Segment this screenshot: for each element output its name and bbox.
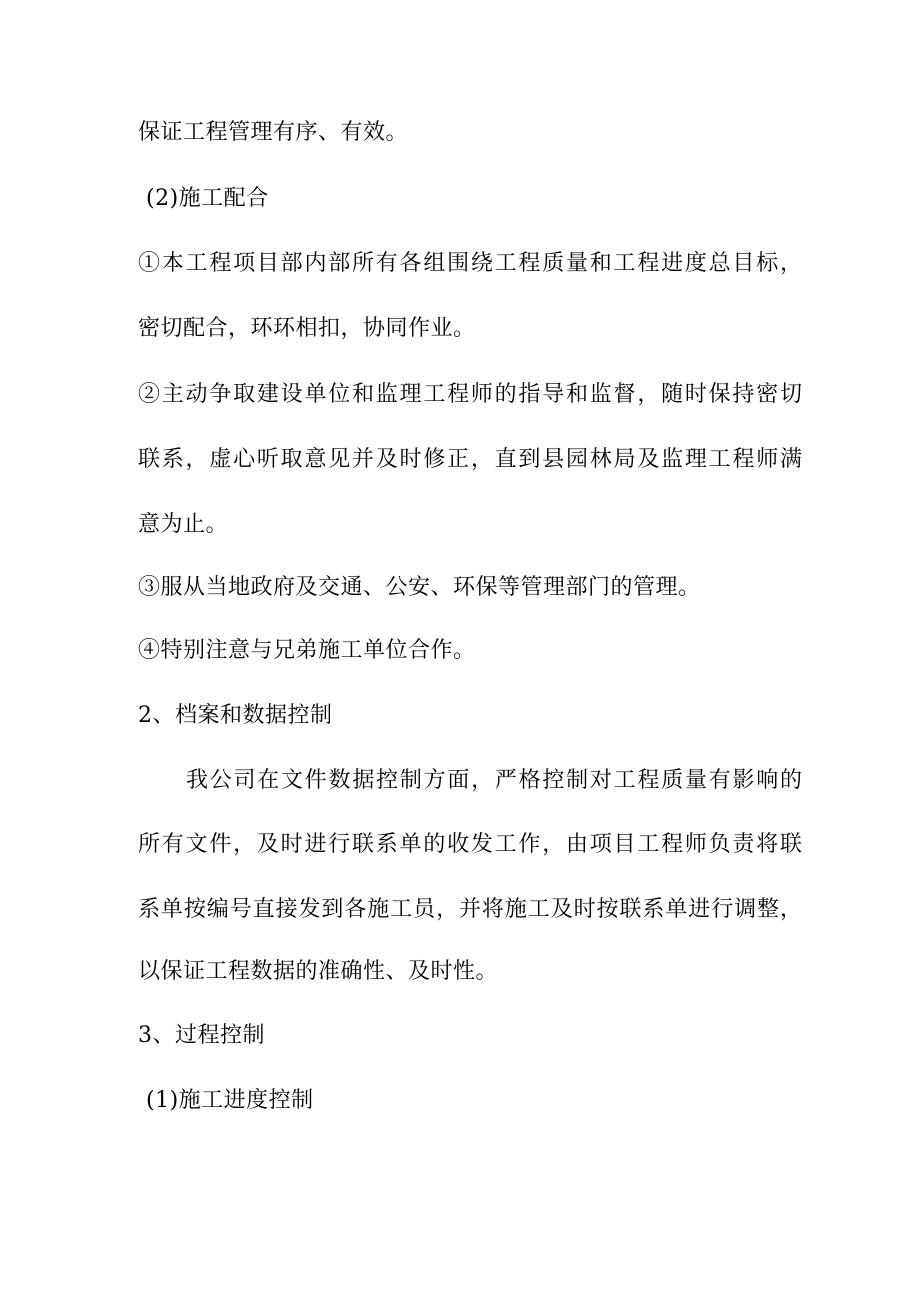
subheading-construction-progress-control: (1)施工进度控制	[146, 1088, 314, 1113]
text-line: 所有文件，及时进行联系单的收发工作，由项目工程师负责将联	[138, 832, 802, 857]
text-line: 联系，虚心听取意见并及时修正，直到县园林局及监理工程师满	[138, 447, 802, 472]
text-line: 我公司在文件数据控制方面，严格控制对工程质量有影响的	[186, 768, 802, 793]
text-line: 保证工程管理有序、有效。	[138, 120, 409, 145]
text-line: ①本工程项目部内部所有各组围绕工程质量和工程进度总目标，	[138, 251, 802, 276]
text-line: 以保证工程数据的准确性、及时性。	[138, 959, 499, 984]
text-line: ③服从当地政府及交通、公安、环保等管理部门的管理。	[138, 575, 701, 600]
text-line: 意为止。	[138, 512, 229, 537]
section-heading-archives-data-control: 2、档案和数据控制	[138, 703, 333, 728]
text-line: 系单按编号直接发到各施工员，并将施工及时按联系单进行调整，	[138, 897, 802, 922]
subheading-construction-coordination: (2)施工配合	[146, 186, 269, 211]
text-line: 密切配合，环环相扣，协同作业。	[138, 316, 476, 341]
section-heading-process-control: 3、过程控制	[138, 1023, 265, 1048]
text-line: ②主动争取建设单位和监理工程师的指导和监督，随时保持密切	[138, 382, 802, 407]
text-line: ④特别注意与兄弟施工单位合作。	[138, 638, 476, 663]
